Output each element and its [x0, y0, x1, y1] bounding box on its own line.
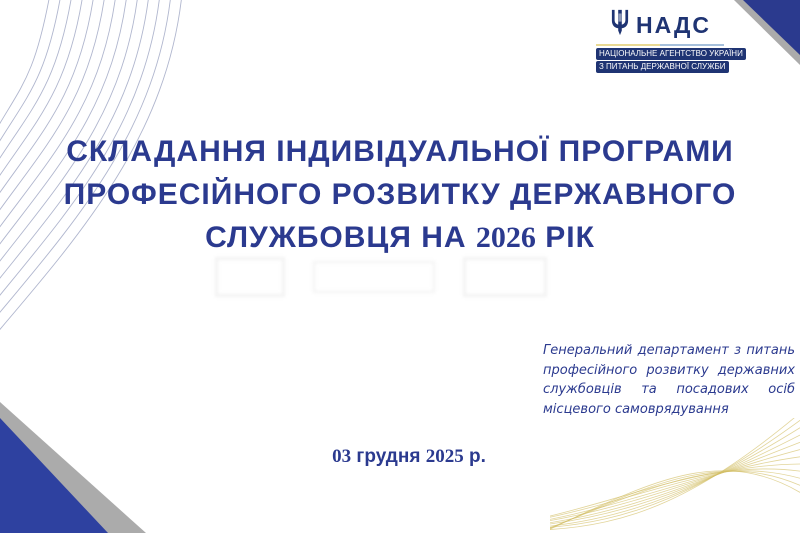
decor-curves-bottom-right: [550, 418, 800, 533]
nads-logo: [596, 9, 743, 74]
tryzub-icon: [609, 9, 631, 41]
title-line-3-suffix: РІК: [535, 221, 595, 254]
date-day: 03: [332, 446, 352, 467]
nads-acronym: НАДС: [635, 12, 712, 38]
ghost-shape: [313, 261, 435, 293]
title-line-1: СКЛАДАННЯ ІНДИВІДУАЛЬНОЇ ПРОГРАМИ: [66, 135, 734, 168]
logo-row: [596, 9, 724, 41]
date-year: 2025: [425, 446, 464, 467]
ghost-shape: [215, 257, 285, 297]
department-caption: Генеральний департамент з питань професійного розвитку державних службовців та посадових осіб місцевого самоврядування: [543, 343, 795, 417]
title-line-2: ПРОФЕСІЙНОГО РОЗВИТКУ ДЕРЖАВНОГО: [63, 178, 737, 211]
logo-divider: [596, 44, 724, 46]
date-month: грудня: [351, 446, 426, 467]
slide-title: [30, 130, 770, 259]
divider-blue-segment: [660, 44, 724, 46]
logo-org-name-line2: З ПИТАНЬ ДЕРЖАВНОЇ СЛУЖБИ: [596, 61, 729, 73]
ghost-shape: [463, 257, 547, 297]
title-line-3-prefix: СЛУЖБОВЦЯ НА: [205, 221, 476, 254]
title-year-value: 2026: [475, 221, 536, 254]
event-date: [0, 446, 800, 468]
date-era-suffix: р.: [463, 446, 486, 467]
logo-org-name-line1: НАЦІОНАЛЬНЕ АГЕНТСТВО УКРАЇНИ: [596, 48, 746, 60]
divider-yellow-segment: [596, 44, 660, 46]
ghost-watermark: [215, 252, 565, 302]
